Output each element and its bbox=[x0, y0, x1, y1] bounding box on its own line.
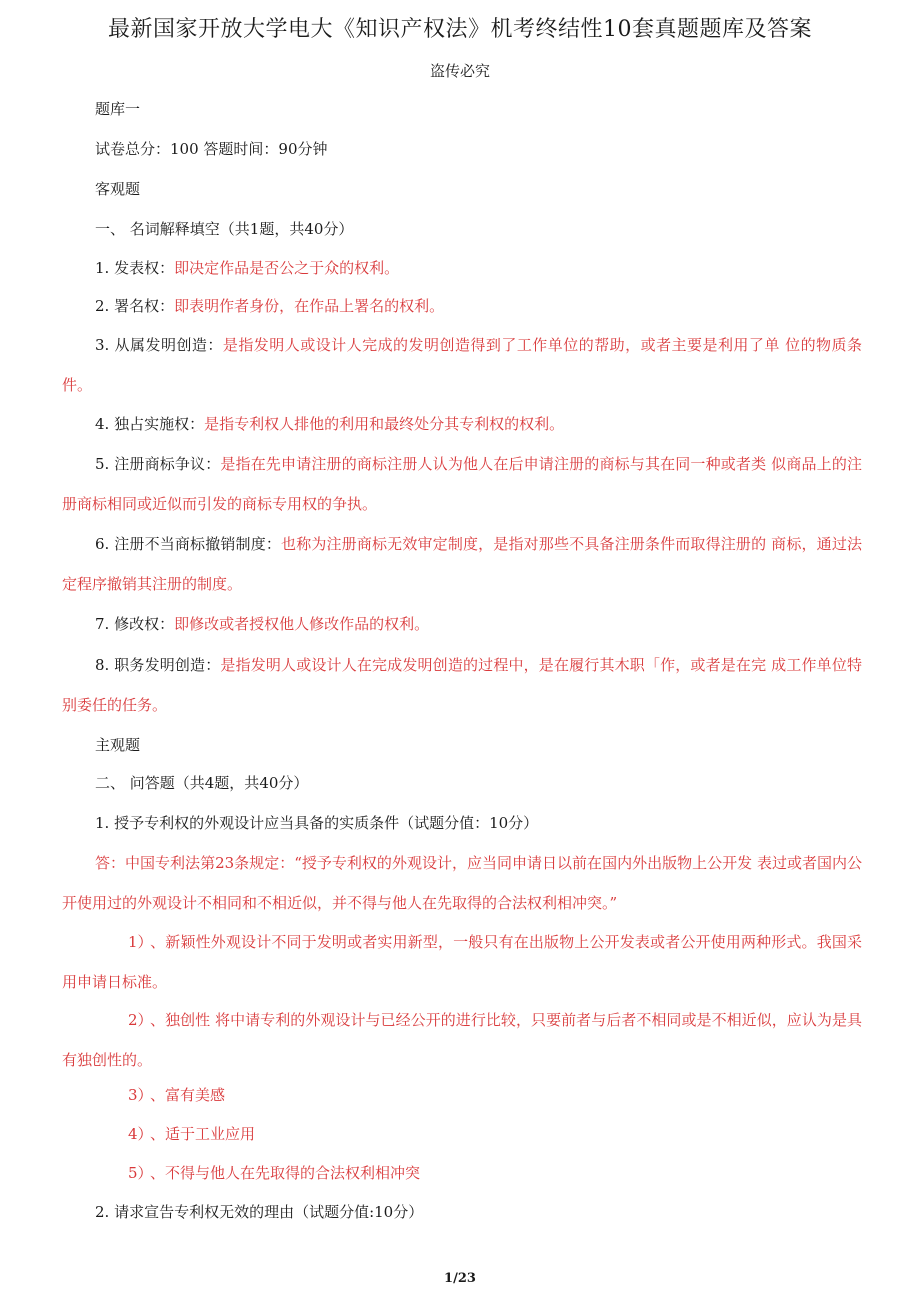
point-number: 5） bbox=[128, 1164, 153, 1182]
question-1: 1. 授予专利权的外观设计应当具备的实质条件（试题分值：10分） bbox=[95, 814, 539, 832]
term-definition: 即修改或者授权他人修改作品的权利。 bbox=[174, 615, 430, 633]
term-item bbox=[62, 645, 862, 725]
section1-heading: 一、 名词解释填空（共1题，共40分） bbox=[95, 220, 354, 238]
term-item bbox=[62, 286, 862, 326]
term-label: 5. 注册商标争议： bbox=[95, 455, 221, 473]
term-item bbox=[62, 604, 862, 644]
term-item bbox=[62, 404, 862, 444]
term-label: 1. 发表权： bbox=[95, 259, 175, 277]
page-number: 1/23 bbox=[444, 1271, 476, 1286]
term-label: 7. 修改权： bbox=[95, 615, 175, 633]
term-item bbox=[62, 248, 862, 288]
point-text: 、适于工业应用 bbox=[150, 1125, 256, 1143]
term-definition: 是指发明人或设计人完成的发明创造得到了工作单位的帮助，或者主要是利用了单 位的物质条件。 bbox=[62, 336, 862, 394]
exam-meta: 试卷总分：100 答题时间：90分钟 bbox=[95, 140, 328, 158]
term-definition: 是指专利权人排他的利用和最终处分其专利权的权利。 bbox=[204, 415, 565, 433]
document-title: 最新国家开放大学电大《知识产权法》机考终结性10套真题题库及答案 bbox=[108, 17, 812, 42]
point-text: 、不得与他人在先取得的合法权利相冲突 bbox=[150, 1164, 421, 1182]
subjective-heading: 主观题 bbox=[95, 736, 141, 754]
term-definition: 即决定作品是否公之于众的权利。 bbox=[174, 259, 400, 277]
term-definition: 是指发明人或设计人在完成发明创造的过程中，是在履行其木职「作，或者是在完 成工作单位特别委任的任务。 bbox=[62, 656, 862, 714]
answer-point bbox=[62, 1000, 862, 1080]
point-number: 1） bbox=[128, 933, 153, 951]
point-number: 4） bbox=[128, 1125, 153, 1143]
answer-point bbox=[62, 922, 862, 1002]
objective-heading: 客观题 bbox=[95, 180, 141, 198]
answer-point bbox=[62, 1075, 862, 1115]
term-label: 4. 独占实施权： bbox=[95, 415, 205, 433]
point-text: 、独创性 将中请专利的外观设计与已经公开的进行比较，只要前者与后者不相同或是不相近似，应认为是具有独创性的。 bbox=[62, 1011, 862, 1069]
term-label: 2. 署名权： bbox=[95, 297, 175, 315]
term-item bbox=[62, 444, 862, 524]
answer-point bbox=[62, 1153, 862, 1193]
term-item bbox=[62, 524, 862, 604]
point-text: 、新颖性外观设计不同于发明或者实用新型，一般只有在出版物上公开发表或者公开使用两种形式。我国采用申请日标准。 bbox=[62, 933, 862, 991]
term-definition: 是指在先申请注册的商标注册人认为他人在后申请注册的商标与其在同一种或者类 似商品上的注册商标相同或近似而引发的商标专用权的争执。 bbox=[62, 455, 862, 513]
section2-heading: 二、 问答题（共4题，共40分） bbox=[95, 774, 309, 792]
term-definition: 也称为注册商标无效审定制度，是指对那些不具备注册条件而取得注册的 商标，通过法定程序撤销其注册的制度。 bbox=[62, 535, 862, 593]
term-item bbox=[62, 325, 862, 405]
term-label: 3. 从属发明创造： bbox=[95, 336, 223, 354]
question-2: 2. 请求宣告专利权无效的理由（试题分值:10分） bbox=[95, 1203, 424, 1221]
point-number: 3） bbox=[128, 1086, 153, 1104]
term-label: 8. 职务发明创造： bbox=[95, 656, 221, 674]
document-subtitle: 盗传必究 bbox=[429, 62, 490, 80]
answer-1: 答：中国专利法第23条规定：“授予专利权的外观设计，应当同申请日以前在国内外出版物上公开发 表过或者国内公开使用过的外观设计不相同和不相近似，并不得与他人在先取得的合法权利相冲突。” bbox=[62, 854, 862, 912]
term-label: 6. 注册不当商标撤销制度： bbox=[95, 535, 282, 553]
term-definition: 即表明作者身份，在作品上署名的权利。 bbox=[174, 297, 445, 315]
point-text: 、富有美感 bbox=[150, 1086, 226, 1104]
question-bank-label: 题库一 bbox=[95, 100, 141, 118]
answer-point bbox=[62, 1114, 862, 1154]
point-number: 2） bbox=[128, 1011, 153, 1029]
